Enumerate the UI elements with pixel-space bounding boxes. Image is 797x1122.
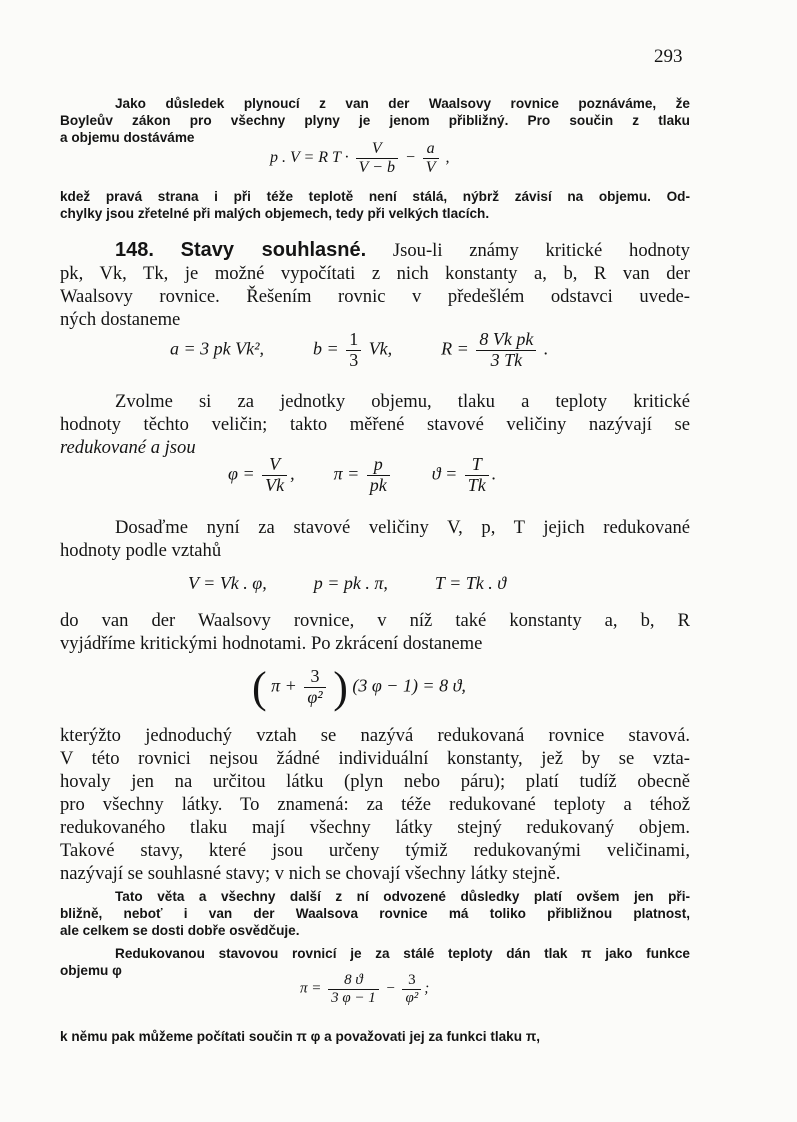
eq3-phi-den: Vk <box>265 474 285 495</box>
eq3-theta-den: Tk <box>467 474 486 495</box>
text-line: Takové stavy, které jsou určeny týmiž redukovanými veličinami, <box>60 840 690 861</box>
equation-relations <box>188 573 506 594</box>
eq5-den: φ² <box>307 687 323 707</box>
eq1-fraction-2 <box>423 140 439 176</box>
eq6-left: π = <box>300 980 322 997</box>
eq3-phi-num: V <box>262 455 287 476</box>
text-line: Boyleův zákon pro všechny plyny je jenom přibližný. Pro součin z tlaku <box>60 113 690 128</box>
text-line: ných dostaneme <box>60 309 181 330</box>
eq6-fraction-1 <box>328 972 379 1006</box>
text-line: pro všechny látky. To znamená: za téže redukované teploty a téhož <box>60 794 690 815</box>
text-line: chylky jsou zřetelné při malých objemech, tedy při velkých tlacích. <box>60 206 490 221</box>
paragraph-critical-values <box>60 609 690 655</box>
section-title: Stavy souhlasné. <box>180 239 367 261</box>
eq2-b-tail: Vk, <box>368 338 393 359</box>
eq3-theta-num: T <box>465 455 489 476</box>
eq2-R-den: 3 Tk <box>490 349 523 370</box>
text-line: k němu pak můžeme počítati součin π φ a považovati jej za funkci tlaku π, <box>60 1029 541 1044</box>
eq2-b-fraction <box>346 330 361 371</box>
eq3-phi-left: φ = <box>228 463 255 484</box>
text-line: Zvolme si za jednotky objemu, tlaku a teploty kritické <box>115 391 690 412</box>
eq6-f2-den: φ² <box>405 989 419 1006</box>
eq6-f1-den: 3 φ − 1 <box>331 989 376 1006</box>
text-line: hodnoty těchto veličin; takto měřené stavové veličiny nazývají se <box>60 414 690 435</box>
text-line: Waalsovy rovnice. Řešením rovnic v předešlém odstavci uvede- <box>60 286 690 307</box>
text-line: hovaly jen na určitou látku (plyn nebo páru); platí tudíž obecně <box>60 771 690 792</box>
text-line: vyjádříme kritickými hodnotami. Po zkrácení dostaneme <box>60 633 483 654</box>
paragraph-deviation <box>60 188 690 222</box>
eq2-b-num: 1 <box>346 330 361 351</box>
eq2-b-den: 3 <box>349 349 359 370</box>
text-line: Redukovanou stavovou rovnicí je za stálé teploty dán tlak π jako funkce <box>115 946 690 961</box>
section-heading-line <box>60 239 690 262</box>
equation-reduced-state <box>252 662 466 713</box>
paragraph-corresponding-states <box>60 724 690 885</box>
eq6-f1-num: 8 ϑ <box>328 972 379 990</box>
eq1-f2-den: V <box>425 158 436 176</box>
equation-reduced-variables <box>228 455 496 496</box>
text-line: hodnoty podle vztahů <box>60 540 222 561</box>
text-line: kterýžto jednoduchý vztah se nazývá redukovaná rovnice stavová. <box>60 725 690 746</box>
equation-constants <box>170 330 548 371</box>
text-line: ale celkem se dosti dobře osvědčuje. <box>60 923 300 938</box>
paragraph-approximation <box>60 888 690 939</box>
paragraph-product <box>60 1028 690 1045</box>
paragraph-boyle <box>60 95 690 146</box>
eq2-R-tail: . <box>543 338 549 359</box>
text-line: Tato věta a všechny další z ní odvozené důsledky platí ovšem jen při- <box>115 889 690 904</box>
text-line: bližně, neboť i van der Waalsova rovnice má toliko přibližnou platnost, <box>60 906 690 921</box>
page-number: 293 <box>654 46 683 67</box>
text-line: Jako důsledek plynoucí z van der Waalsovy rovnice poznáváme, že <box>115 96 690 111</box>
equation-product-pv <box>270 140 450 176</box>
eq5-rest: (3 φ − 1) = 8 ϑ, <box>352 675 466 696</box>
eq6-minus: − <box>385 980 396 997</box>
eq1-minus: − <box>404 148 416 166</box>
section-148 <box>60 239 690 331</box>
text-line: nazývají se souhlasné stavy; v nich se chovají všechny látky stejně. <box>60 863 561 884</box>
eq3-pi-den: pk <box>369 474 387 495</box>
eq3-phi-fraction <box>262 455 287 496</box>
text-line: pk, Vk, Tk, je možné vypočítati z nich konstanty a, b, R van der <box>60 263 690 284</box>
eq5-num: 3 <box>304 667 325 688</box>
section-line1-rest: Jsou-li známy kritické hodnoty <box>392 240 690 261</box>
text-line: a objemu dostáváme <box>60 130 195 145</box>
eq4-p: p = pk . π, <box>313 573 388 593</box>
eq3-pi-fraction <box>367 455 390 496</box>
eq6-tail: ; <box>424 980 430 997</box>
section-number: 148. <box>115 239 154 261</box>
eq5-pi-plus: π + <box>271 675 297 696</box>
eq3-pi-num: p <box>367 455 390 476</box>
eq3-pi-left: π = <box>333 463 360 484</box>
eq4-v: V = Vk . φ, <box>188 573 267 593</box>
text-line: objemu φ <box>60 963 122 978</box>
eq3-theta-left: ϑ = <box>431 463 458 484</box>
eq5-fraction <box>304 667 325 708</box>
eq3-period: . <box>491 463 497 484</box>
text-line: redukovaného tlaku mají všechny látky stejný redukovaný objem. <box>60 817 690 838</box>
text-line: kdež pravá strana i při téže teplotě není stálá, nýbrž závisí na objemu. Od- <box>60 189 690 204</box>
eq1-f1-den: V − b <box>358 158 395 176</box>
text-line: do van der Waalsovy rovnice, v níž také konstanty a, b, R <box>60 610 690 631</box>
eq5-open-paren: ( <box>252 663 267 712</box>
text-line: V této rovnici nejsou žádné individuální konstanty, jež by se vzta- <box>60 748 690 769</box>
eq1-left: p . V = R T · <box>270 148 349 166</box>
eq1-f2-num: a <box>423 140 439 159</box>
eq2-R-num: 8 Vk pk <box>476 330 536 351</box>
paragraph-reduced-units <box>60 390 690 459</box>
paragraph-substitution <box>60 516 690 562</box>
eq5-close-paren: ) <box>333 663 348 712</box>
equation-pressure <box>300 972 429 1006</box>
eq6-fraction-2 <box>402 972 421 1006</box>
eq2-b-left: b = <box>313 338 339 359</box>
eq4-t: T = Tk . ϑ <box>434 573 507 593</box>
text-line: Dosaďme nyní za stavové veličiny V, p, T jejich redukované <box>115 517 690 538</box>
eq3-comma: , <box>290 463 295 484</box>
eq6-f2-num: 3 <box>402 972 421 990</box>
eq2-a: a = 3 pk Vk², <box>170 338 265 359</box>
eq2-R-fraction <box>476 330 536 371</box>
eq1-tail: , <box>445 148 450 166</box>
eq3-theta-fraction <box>465 455 489 496</box>
eq2-R-left: R = <box>441 338 469 359</box>
eq1-fraction-1 <box>356 140 398 176</box>
eq1-f1-num: V <box>356 140 398 159</box>
emphasis-reduced: redukované a jsou <box>60 437 196 458</box>
